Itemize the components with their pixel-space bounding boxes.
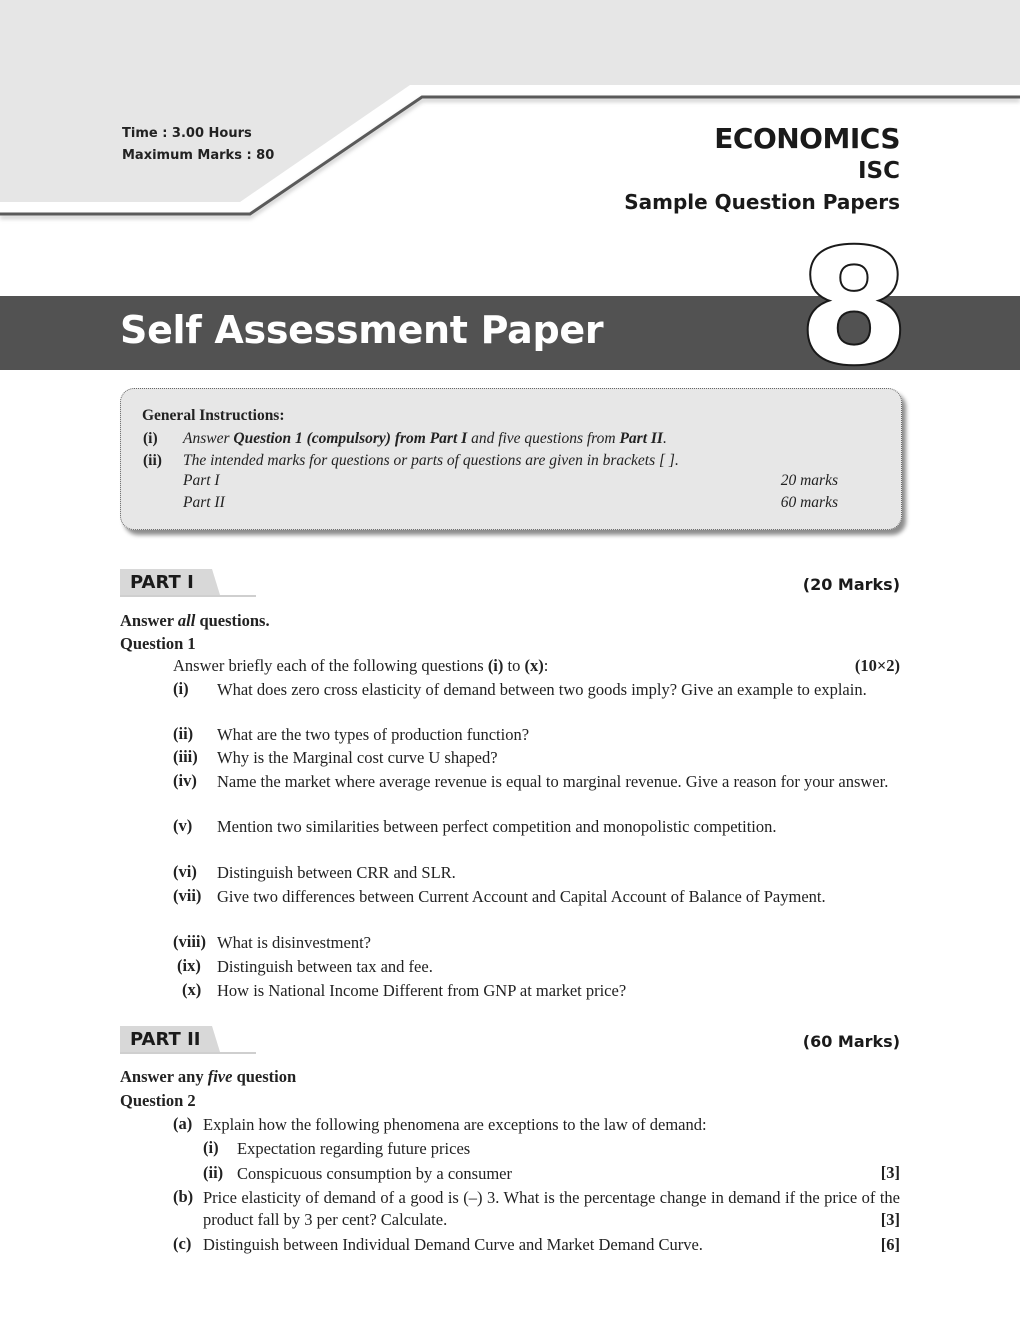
- instructions-heading: General Instructions:: [142, 407, 285, 424]
- question-part: Price elasticity of demand of a good is (–) 3. What is the percentage change in demand if the price of the product fall by 3 per cent? Calculate.: [203, 1188, 900, 1229]
- marks-bracket: [6]: [880, 1235, 900, 1254]
- question-one-label: Question 1: [120, 634, 196, 653]
- sub-item-number: (i): [203, 1138, 219, 1157]
- marks-table-marks: 20 marks: [780, 472, 838, 489]
- question-item: What are the two types of production function?: [217, 725, 530, 744]
- question-two-label: Question 2: [120, 1091, 196, 1110]
- question-item: What does zero cross elasticity of demand between two goods imply? Give an example to explain.: [217, 680, 867, 699]
- marks-bracket: [3]: [880, 1163, 900, 1182]
- sub-item: Conspicuous consumption by a consumer: [237, 1164, 512, 1183]
- item-number: (i): [173, 679, 189, 698]
- question-item: Why is the Marginal cost curve U shaped?: [217, 748, 498, 767]
- part-two-directive: Answer any five question: [120, 1067, 297, 1086]
- sub-item: Expectation regarding future prices: [237, 1139, 471, 1158]
- item-number: (v): [173, 816, 193, 835]
- item-number: (b): [173, 1187, 194, 1206]
- sub-item-number: (ii): [203, 1163, 224, 1182]
- part-one-marks: (20 Marks): [802, 575, 900, 594]
- board-name: ISC: [857, 158, 900, 184]
- marks-table-marks: 60 marks: [780, 494, 838, 511]
- question-item: How is National Income Different from GNP at market price?: [217, 981, 627, 1000]
- marks-table-part: Part II: [183, 494, 225, 511]
- part-two-marks: (60 Marks): [802, 1032, 900, 1051]
- series-name: Sample Question Papers: [624, 190, 900, 214]
- question-one-marks: (10×2): [854, 656, 900, 675]
- item-number: (c): [173, 1234, 192, 1253]
- item-number: (iii): [173, 747, 198, 766]
- question-item: Mention two similarities between perfect competition and monopolistic competition.: [217, 817, 777, 836]
- item-number: (ix): [177, 956, 201, 975]
- question-part: Distinguish between Individual Demand Curve and Market Demand Curve.: [203, 1235, 703, 1254]
- paper-number: [790, 240, 920, 375]
- item-number: (vi): [173, 862, 197, 881]
- part-one-label: PART I: [130, 572, 194, 593]
- paper-number-text: 8: [799, 240, 909, 375]
- question-item: Give two differences between Current Account and Capital Account of Balance of Payment.: [217, 887, 826, 906]
- item-number: (a): [173, 1114, 193, 1133]
- paper-title: Self Assessment Paper: [120, 308, 604, 352]
- question-item: What is disinvestment?: [217, 933, 371, 952]
- item-number: (iv): [173, 771, 197, 790]
- item-number: (ii): [173, 724, 194, 743]
- part-one-directive: Answer all questions.: [120, 611, 270, 630]
- part-two-label: PART II: [130, 1029, 201, 1050]
- question-part: Explain how the following phenomena are exceptions to the law of demand:: [203, 1115, 707, 1134]
- marks-bracket: [3]: [880, 1210, 900, 1229]
- item-number: (x): [182, 980, 202, 999]
- instruction-text: The intended marks for questions or parts of questions are given in brackets [ ].: [183, 452, 679, 469]
- item-number: (viii): [173, 932, 206, 951]
- instruction-number: (i): [143, 430, 158, 447]
- part-one-tab: [120, 569, 260, 597]
- instruction-number: (ii): [143, 452, 162, 469]
- marks-table-part: Part I: [183, 472, 220, 489]
- instruction-text: Answer Question 1 (compulsory) from Part I and five questions from Part II.: [183, 430, 667, 447]
- question-item: Distinguish between CRR and SLR.: [217, 863, 456, 882]
- question-item: Distinguish between tax and fee.: [217, 957, 433, 976]
- part-two-tab: [120, 1026, 260, 1054]
- question-one-lead: Answer briefly each of the following questions (i) to (x):: [173, 656, 549, 675]
- question-item: Name the market where average revenue is equal to marginal revenue. Give a reason for your answer.: [217, 772, 889, 791]
- subject-title: ECONOMICS: [714, 122, 900, 155]
- time-allowed: Time : 3.00 Hours: [122, 126, 252, 141]
- item-number: (vii): [173, 886, 202, 905]
- maximum-marks: Maximum Marks : 80: [122, 148, 275, 163]
